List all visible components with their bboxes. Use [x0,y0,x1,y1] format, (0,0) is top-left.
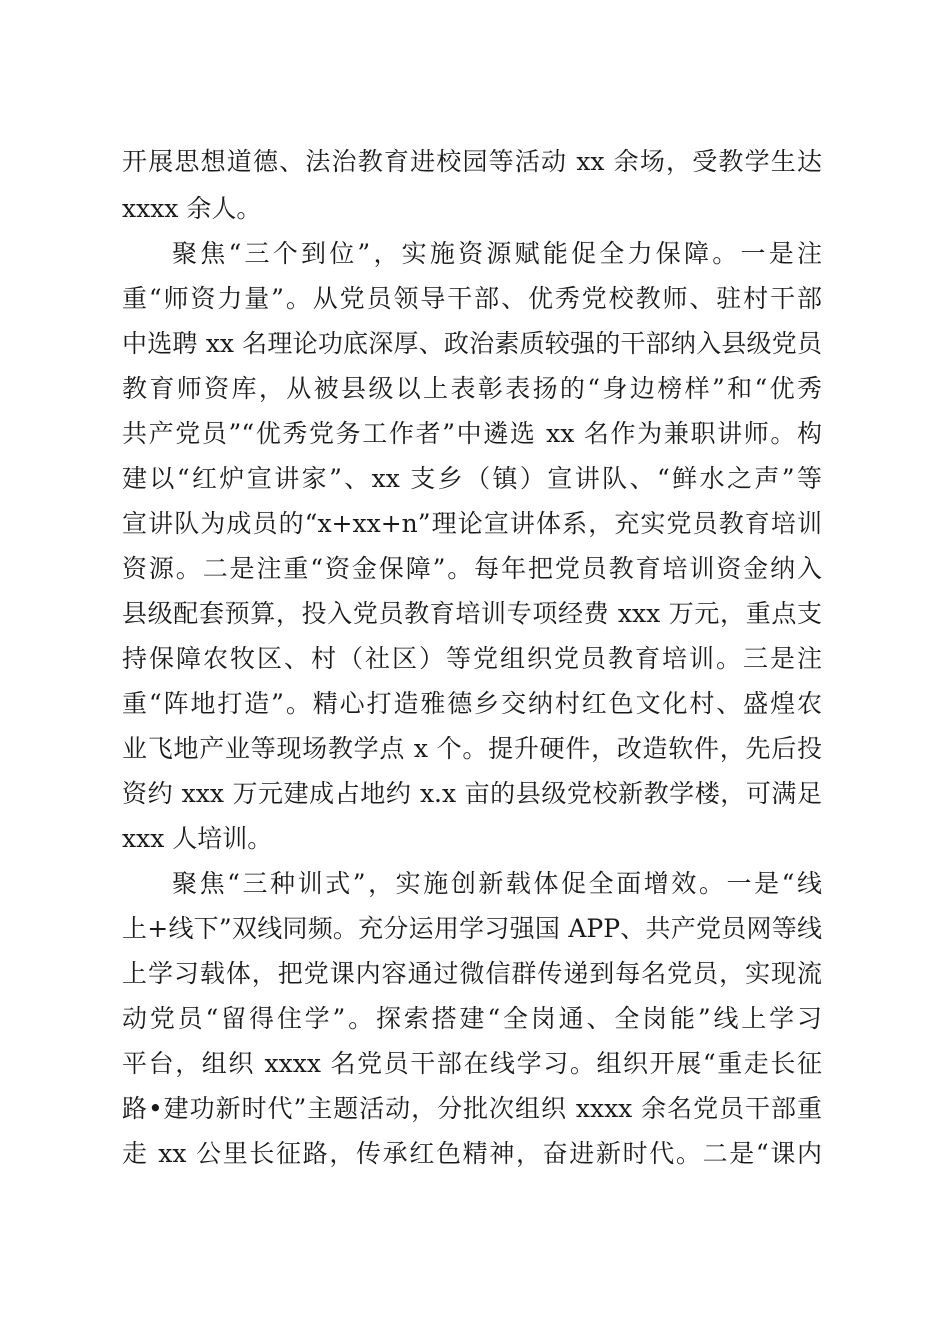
text-line: 动党员“留得住学”。探索搭建“全岗通、全岗能”线上学习 [122,1004,822,1033]
text-line: 业飞地产业等现场教学点 x 个。提升硬件，改造软件，先后投 [122,734,822,763]
text-line: 资源。二是注重“资金保障”。每年把党员教育培训资金纳入 [122,554,822,583]
text-line: 宣讲队为成员的“x+xx+n”理论宣讲体系，充实党员教育培训 [122,509,822,538]
text-line: 中选聘 xx 名理论功底深厚、政治素质较强的干部纳入县级党员 [122,329,822,358]
text-line: 重“阵地打造”。精心打造雅德乡交纳村红色文化村、盛煌农 [122,689,822,718]
text-line: 建以“红炉宣讲家”、xx 支乡（镇）宣讲队、“鲜水之声”等 [122,464,822,493]
text-line: 路•建功新时代”主题活动，分批次组织 xxxx 余名党员干部重 [122,1094,822,1123]
text-line: 持保障农牧区、村（社区）等党组织党员教育培训。三是注 [122,644,822,673]
text-line: 共产党员”“优秀党务工作者”中遴选 xx 名作为兼职讲师。构 [122,419,822,448]
text-line: 上+线下”双线同频。充分运用学习强国 APP、共产党员网等线 [122,914,822,943]
paragraph-first-line: 聚焦“三种训式”，实施创新载体促全面增效。一是“线 [172,869,822,898]
text-line: 走 xx 公里长征路，传承红色精神，奋进新时代。二是“课内 [122,1139,822,1168]
text-line: 教育师资库，从被县级以上表彰表扬的“身边榜样”和“优秀 [122,374,822,403]
text-line: xxx 人培训。 [122,824,273,853]
text-line: 重“师资力量”。从党员领导干部、优秀党校教师、驻村干部 [122,284,822,313]
text-line: 平台，组织 xxxx 名党员干部在线学习。组织开展“重走长征 [122,1049,822,1078]
text-line: 县级配套预算，投入党员教育培训专项经费 xxx 万元，重点支 [122,599,822,628]
text-line: 上学习载体，把党课内容通过微信群传递到每名党员，实现流 [122,959,822,988]
text-line: 开展思想道德、法治教育进校园等活动 xx 余场，受教学生达 [122,147,822,176]
paragraph-first-line: 聚焦“三个到位”，实施资源赋能促全力保障。一是注 [172,239,822,268]
text-line: xxxx 余人。 [122,194,262,223]
text-line: 资约 xxx 万元建成占地约 x.x 亩的县级党校新教学楼，可满足 [122,779,822,808]
